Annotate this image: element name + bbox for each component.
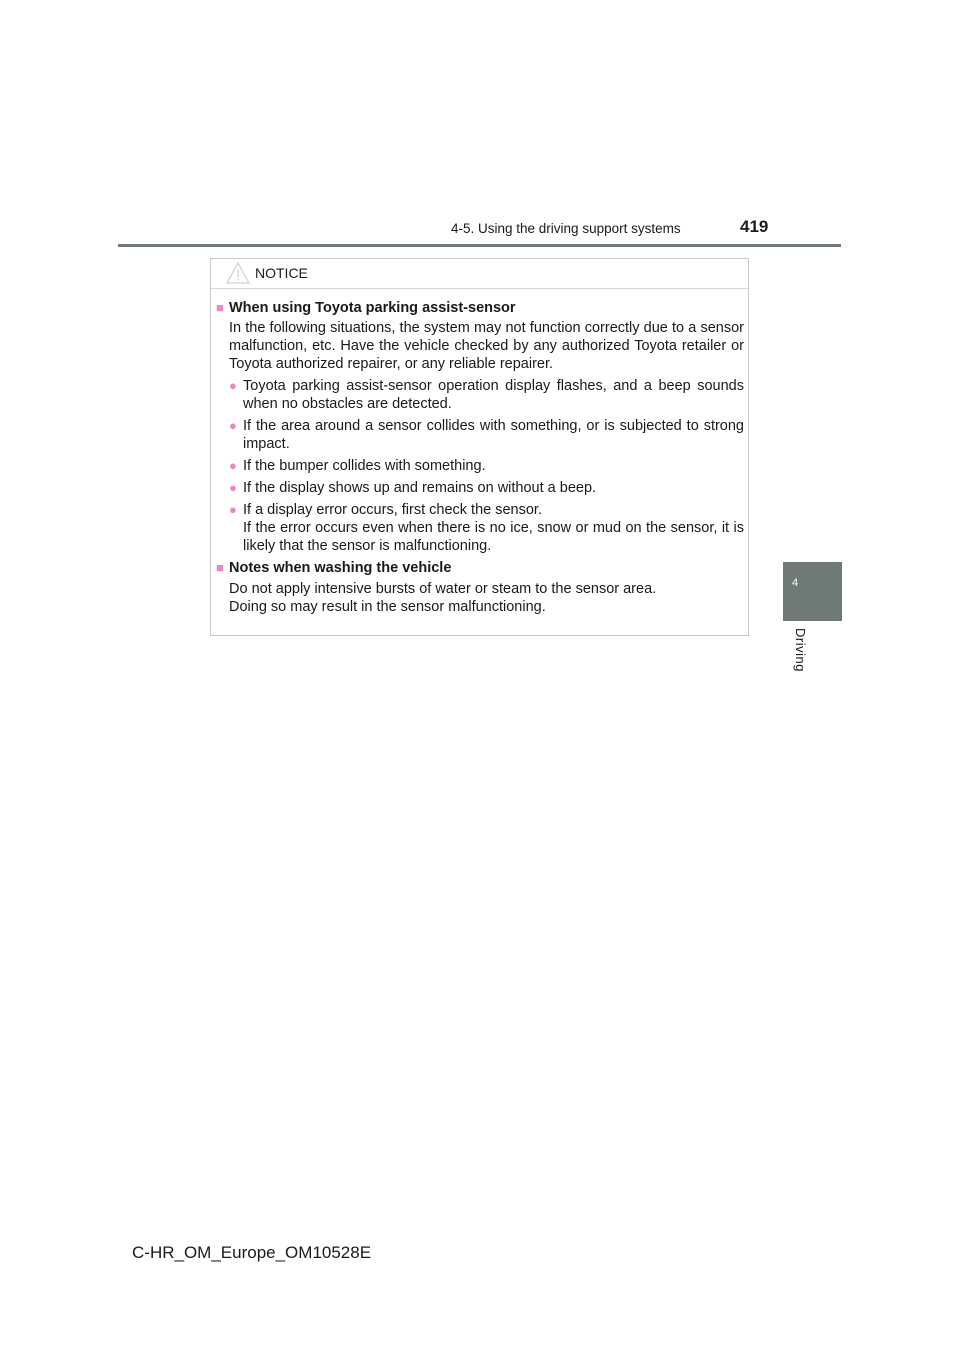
section-title-text: Notes when washing the vehicle — [229, 560, 452, 576]
bullet-item — [229, 417, 744, 453]
section-paragraph: Doing so may result in the sensor malfunctioning. — [229, 599, 546, 615]
document-code: C-HR_OM_Europe_OM10528E — [132, 1243, 372, 1262]
notice-box — [210, 258, 749, 636]
bullet-text: If the area around a sensor collides with something, or is subjected to strong impact. — [243, 418, 744, 452]
circle-bullet-icon: ● — [229, 378, 237, 393]
square-bullet-icon: ■ — [216, 300, 224, 315]
bullet-text: If the display shows up and remains on without a beep. — [243, 480, 597, 496]
notice-label: NOTICE — [255, 265, 308, 281]
circle-bullet-icon: ● — [229, 502, 237, 517]
bullet-text-continued: If the error occurs even when there is no ice, snow or mud on the sensor, it is likely that the sensor is malfunctioning. — [243, 520, 744, 554]
circle-bullet-icon: ● — [229, 458, 237, 473]
bullet-text: Toyota parking assist-sensor operation display flashes, and a beep sounds when no obstacles are detected. — [243, 378, 744, 412]
bullet-item — [229, 457, 744, 475]
circle-bullet-icon: ● — [229, 418, 237, 433]
bullet-text: If a display error occurs, first check the sensor. — [243, 502, 542, 518]
section-title — [216, 559, 744, 577]
chapter-label: Driving — [793, 628, 808, 672]
circle-bullet-icon: ● — [229, 480, 237, 495]
bullet-text: If the bumper collides with something. — [243, 458, 486, 474]
chapter-tab — [783, 562, 842, 621]
section-paragraph: In the following situations, the system may not function correctly due to a sensor malfunction, etc. Have the vehicle checked by any authorized Toyota retailer or Toyota authorized repairer, or any reliable repairer. — [229, 320, 744, 372]
header-rule — [118, 244, 841, 247]
header-section-title: 4-5. Using the driving support systems — [451, 221, 681, 236]
bullet-item — [229, 377, 744, 413]
bullet-item — [229, 479, 744, 497]
section-paragraph: Do not apply intensive bursts of water or steam to the sensor area. — [229, 581, 657, 597]
bullet-item — [229, 501, 744, 555]
square-bullet-icon: ■ — [216, 560, 224, 575]
section-title-text: When using Toyota parking assist-sensor — [229, 300, 516, 316]
warning-triangle-icon — [225, 261, 251, 285]
section-title — [216, 299, 744, 317]
page-number: 419 — [740, 217, 769, 236]
notice-body — [216, 299, 744, 616]
chapter-number: 4 — [792, 577, 799, 589]
notice-header — [211, 259, 748, 289]
